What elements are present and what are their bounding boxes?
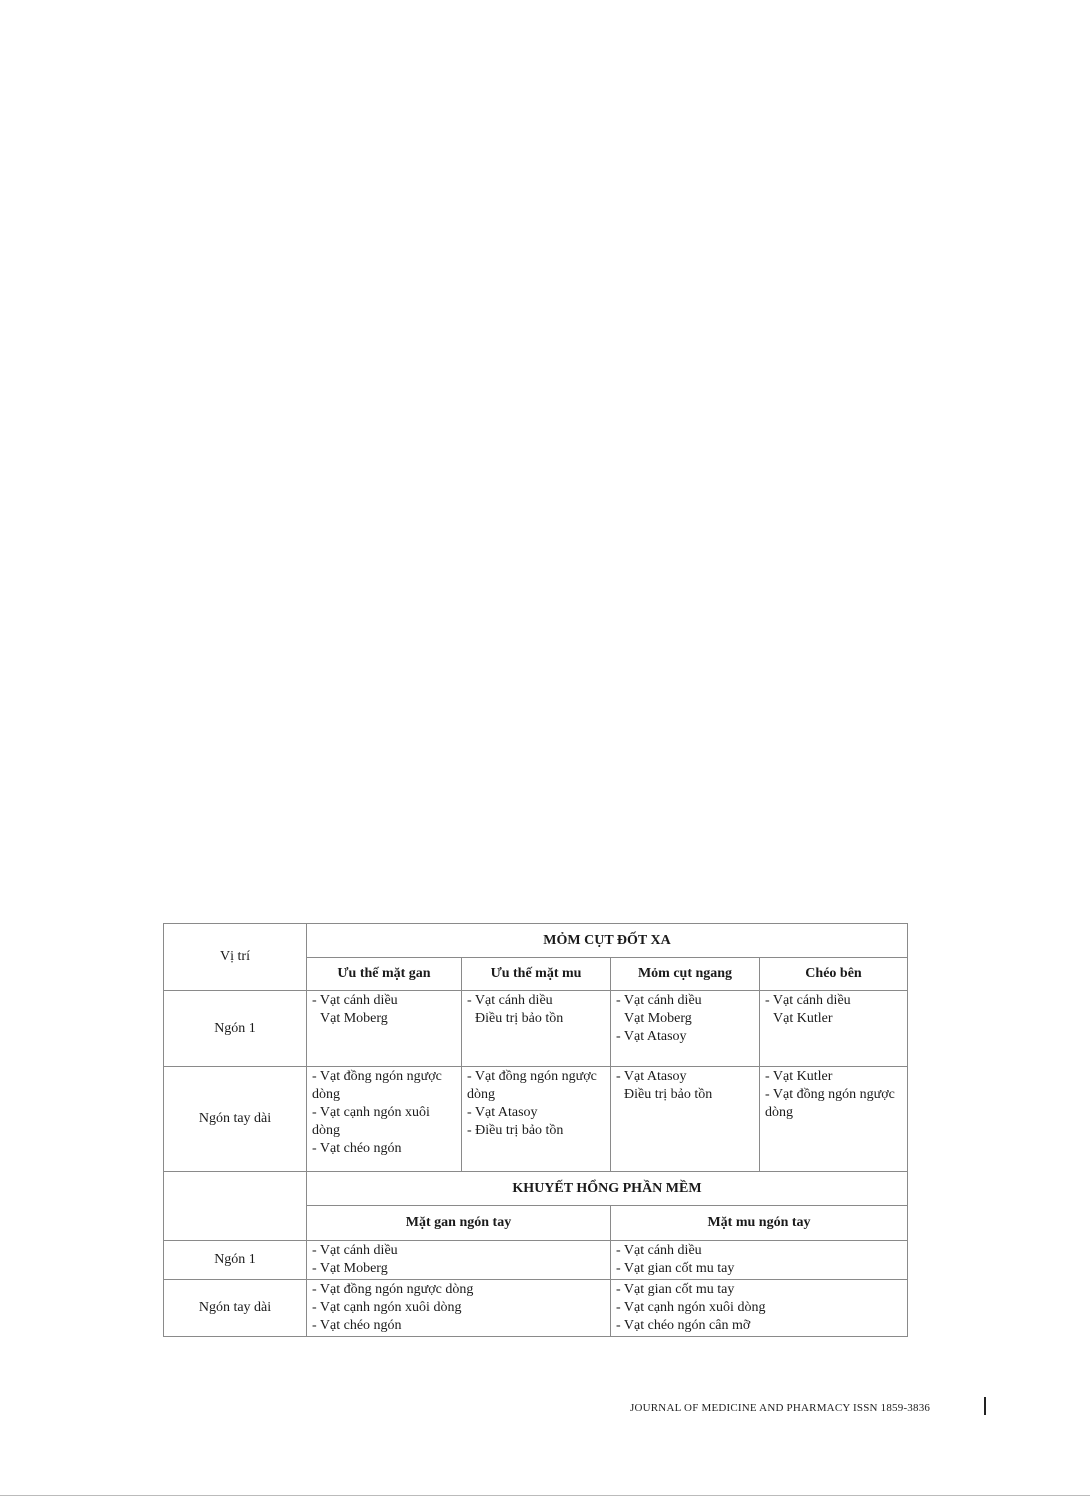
treatment-table-container — [163, 923, 907, 1337]
cell-line: - Vạt Kutler — [765, 1069, 833, 1084]
cell-line: Vạt Moberg — [624, 1011, 692, 1026]
table-row — [164, 1067, 908, 1172]
cell-line: - Vạt cánh diều — [616, 1243, 702, 1258]
column-header: Mỏm cụt ngang — [611, 958, 760, 991]
cell-line: - Vạt chéo ngón — [312, 1318, 402, 1333]
journal-footer: JOURNAL OF MEDICINE AND PHARMACY ISSN 1859-3836 — [630, 1402, 931, 1414]
table-cell — [462, 1067, 611, 1172]
table-cell — [307, 1067, 462, 1172]
table-cell — [611, 1241, 908, 1280]
cell-line: Vạt Moberg — [320, 1011, 388, 1026]
table-cell — [307, 991, 462, 1067]
table-cell — [760, 1067, 908, 1172]
cell-line: - Vạt cạnh ngón xuôi dòng — [312, 1105, 430, 1138]
row-label: Ngón tay dài — [164, 1280, 307, 1337]
table-cell — [462, 991, 611, 1067]
cell-line: Điều trị bảo tồn — [475, 1011, 564, 1026]
cell-line: - Vạt cánh diều — [467, 993, 553, 1008]
cell-line: - Vạt đồng ngón ngược dòng — [312, 1069, 442, 1102]
footer-divider — [984, 1397, 986, 1415]
table-cell — [611, 991, 760, 1067]
cell-line: - Vạt cánh diều — [765, 993, 851, 1008]
column-header: Mặt mu ngón tay — [611, 1206, 908, 1241]
table-row — [164, 1241, 908, 1280]
column-header: Mặt gan ngón tay — [307, 1206, 611, 1241]
cell-line: - Vạt cạnh ngón xuôi dòng — [616, 1300, 766, 1315]
corner-label: Vị trí — [164, 924, 307, 991]
cell-line: Vạt Kutler — [773, 1011, 833, 1026]
cell-line: - Điều trị bảo tồn — [467, 1123, 564, 1138]
cell-line: Điều trị bảo tồn — [624, 1087, 713, 1102]
table-cell — [307, 1280, 611, 1337]
row-label: Ngón tay dài — [164, 1067, 307, 1172]
cell-line: - Vạt cánh diều — [616, 993, 702, 1008]
cell-line: - Vạt gian cốt mu tay — [616, 1282, 735, 1297]
row-label: Ngón 1 — [164, 991, 307, 1067]
cell-line: - Vạt cạnh ngón xuôi dòng — [312, 1300, 462, 1315]
empty-cell — [164, 1172, 307, 1241]
cell-line: - Vạt cánh diều — [312, 993, 398, 1008]
group2-title: KHUYẾT HỔNG PHẦN MỀM — [307, 1172, 908, 1206]
table-row — [164, 991, 908, 1067]
treatment-table — [163, 923, 908, 1337]
cell-line: - Vạt chéo ngón — [312, 1141, 402, 1156]
cell-line: - Vạt Atasoy — [616, 1069, 687, 1084]
column-header: Ưu thế mặt gan — [307, 958, 462, 991]
cell-line: - Vạt Atasoy — [467, 1105, 538, 1120]
table-cell — [611, 1280, 908, 1337]
cell-line: - Vạt gian cốt mu tay — [616, 1261, 735, 1276]
cell-line: - Vạt Atasoy — [616, 1029, 687, 1044]
table-cell — [611, 1067, 760, 1172]
table-cell — [760, 991, 908, 1067]
cell-line: - Vạt chéo ngón cân mỡ — [616, 1318, 751, 1333]
group1-title: MỎM CỤT ĐỐT XA — [307, 924, 908, 958]
page-bottom-rule — [0, 1495, 1090, 1496]
cell-line: - Vạt cánh diều — [312, 1243, 398, 1258]
cell-line: - Vạt Moberg — [312, 1261, 388, 1276]
cell-line: - Vạt đồng ngón ngược dòng — [312, 1282, 474, 1297]
cell-line: - Vạt đồng ngón ngược dòng — [467, 1069, 597, 1102]
column-header: Chéo bên — [760, 958, 908, 991]
column-header: Ưu thế mặt mu — [462, 958, 611, 991]
table-cell — [307, 1241, 611, 1280]
cell-line: - Vạt đồng ngón ngược dòng — [765, 1087, 895, 1120]
row-label: Ngón 1 — [164, 1241, 307, 1280]
table-row — [164, 1280, 908, 1337]
